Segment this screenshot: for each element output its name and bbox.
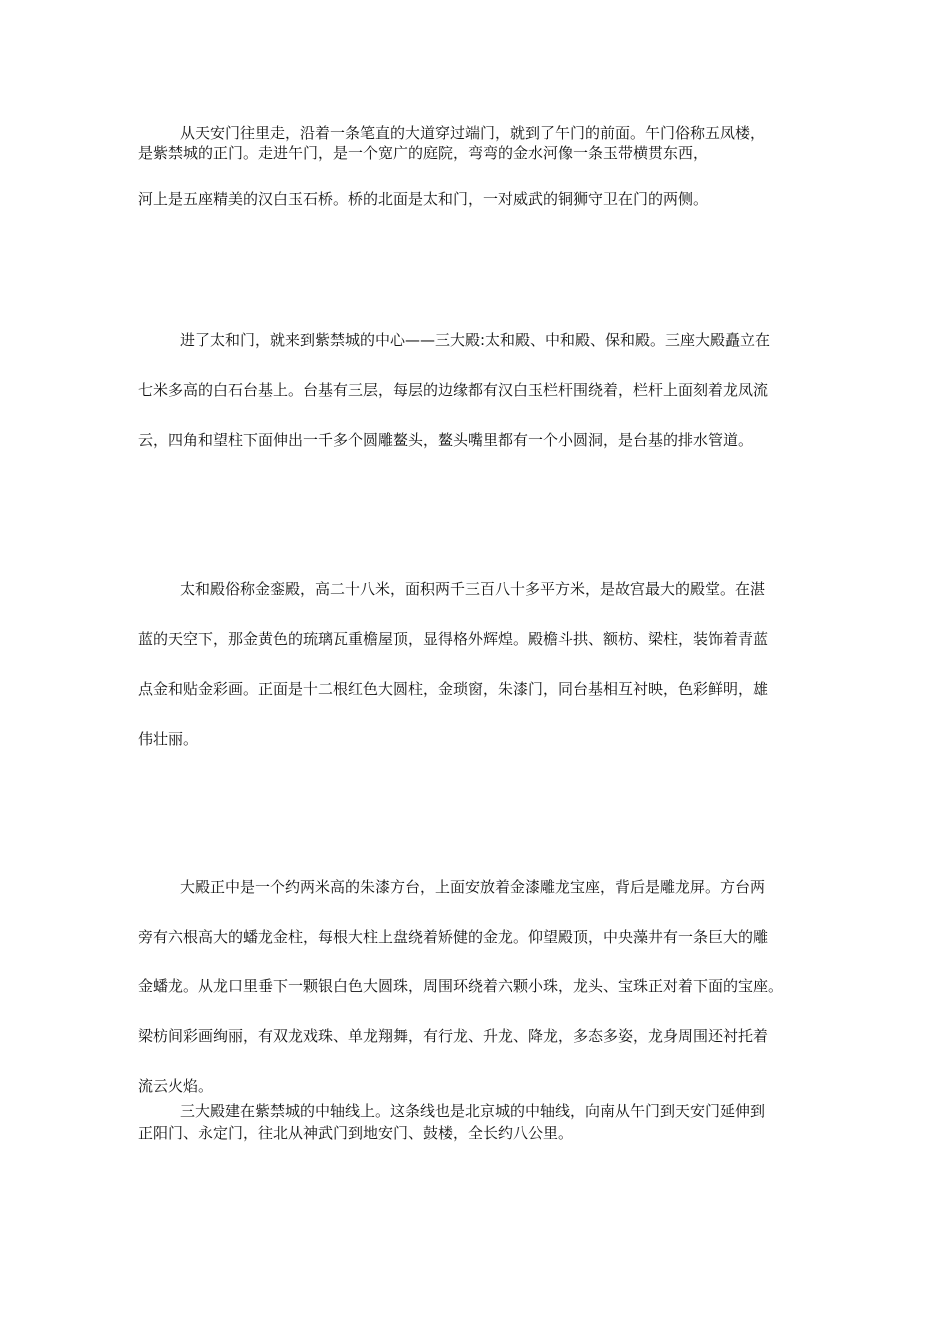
text-line: 大殿正中是一个约两米高的朱漆方台，上面安放着金漆雕龙宝座，背后是雕龙屏。方台两 bbox=[180, 878, 766, 896]
text-line: 是紫禁城的正门。走进午门，是一个宽广的庭院，弯弯的金水河像一条玉带横贯东西， bbox=[138, 144, 709, 162]
text-line: 金蟠龙。从龙口里垂下一颗银白色大圆珠，周围环绕着六颗小珠，龙头、宝珠正对着下面的宝座。 bbox=[138, 977, 784, 995]
text-line: 七米多高的白石台基上。台基有三层，每层的边缘都有汉白玉栏杆围绕着，栏杆上面刻着龙凤流 bbox=[138, 381, 769, 399]
text-line: 旁有六根高大的蟠龙金柱，每根大柱上盘绕着矫健的金龙。仰望殿顶，中央藻井有一条巨大的雕 bbox=[138, 928, 769, 946]
text-line: 梁枋间彩画绚丽，有双龙戏珠、单龙翔舞，有行龙、升龙、降龙，多态多姿，龙身周围还衬托着 bbox=[138, 1027, 769, 1045]
text-line: 从天安门往里走，沿着一条笔直的大道穿过端门，就到了午门的前面。午门俗称五凤楼， bbox=[180, 124, 766, 142]
text-line: 点金和贴金彩画。正面是十二根红色大圆柱，金琐窗，朱漆门，同台基相互衬映，色彩鲜明，雄 bbox=[138, 680, 769, 698]
text-line: 蓝的天空下，那金黄色的琉璃瓦重檐屋顶，显得格外辉煌。殿檐斗拱、额枋、梁柱，装饰着青蓝 bbox=[138, 630, 769, 648]
text-line: 河上是五座精美的汉白玉石桥。桥的北面是太和门，一对威武的铜狮守卫在门的两侧。 bbox=[138, 190, 709, 208]
text-line: 三大殿建在紫禁城的中轴线上。这条线也是北京城的中轴线，向南从午门到天安门延伸到 bbox=[180, 1102, 766, 1120]
text-line: 进了太和门，就来到紫禁城的中心——三大殿:太和殿、中和殿、保和殿。三座大殿矗立在 bbox=[180, 331, 771, 349]
text-line: 太和殿俗称金銮殿，高二十八米，面积两千三百八十多平方米，是故宫最大的殿堂。在湛 bbox=[180, 580, 766, 598]
text-line: 正阳门、永定门，往北从神武门到地安门、鼓楼，全长约八公里。 bbox=[138, 1124, 574, 1142]
text-line: 流云火焰。 bbox=[138, 1077, 214, 1095]
text-line: 伟壮丽。 bbox=[138, 730, 199, 748]
text-line: 云，四角和望柱下面伸出一千多个圆雕鳌头，鳌头嘴里都有一个小圆洞，是台基的排水管道。 bbox=[138, 431, 754, 449]
